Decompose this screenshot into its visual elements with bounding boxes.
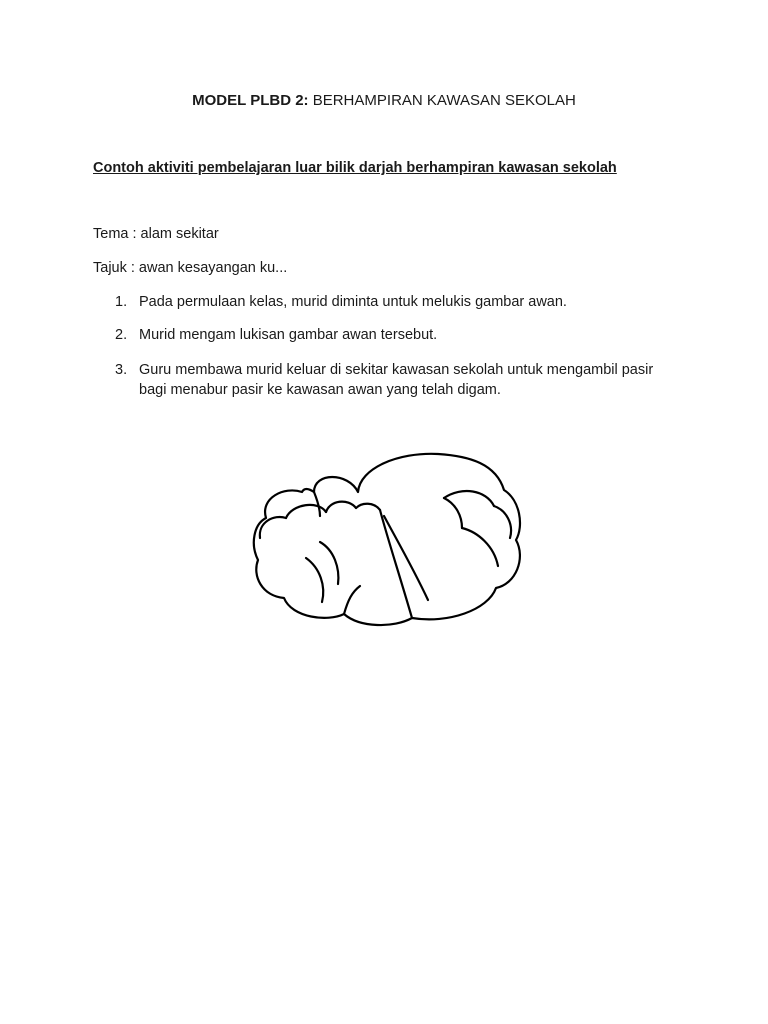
list-number: 1. — [115, 294, 128, 310]
list-text: Pada permulaan kelas, murid diminta untuk melukis gambar awan. — [139, 294, 567, 310]
list-number: 2. — [115, 327, 128, 343]
theme-line: Tema : alam sekitar — [93, 226, 219, 242]
page-title — [0, 92, 768, 109]
list-text: Guru membawa murid keluar di sekitar kawasan sekolah untuk mengambil pasir bagi menabur pasir ke kawasan awan yang telah digam. — [139, 362, 654, 398]
title-text: BERHAMPIRAN KAWASAN SEKOLAH — [312, 92, 576, 109]
list-number: 3. — [115, 362, 128, 378]
cloud-icon — [248, 450, 524, 628]
title-label: MODEL PLBD 2: — [192, 92, 309, 109]
topic-line: Tajuk : awan kesayangan ku... — [93, 260, 288, 276]
list-item — [115, 325, 675, 345]
section-heading: Contoh aktiviti pembelajaran luar bilik darjah berhampiran kawasan sekolah — [93, 160, 617, 176]
list-item — [115, 292, 675, 312]
list-item — [115, 360, 675, 400]
list-text: Murid mengam lukisan gambar awan tersebut. — [139, 327, 438, 343]
